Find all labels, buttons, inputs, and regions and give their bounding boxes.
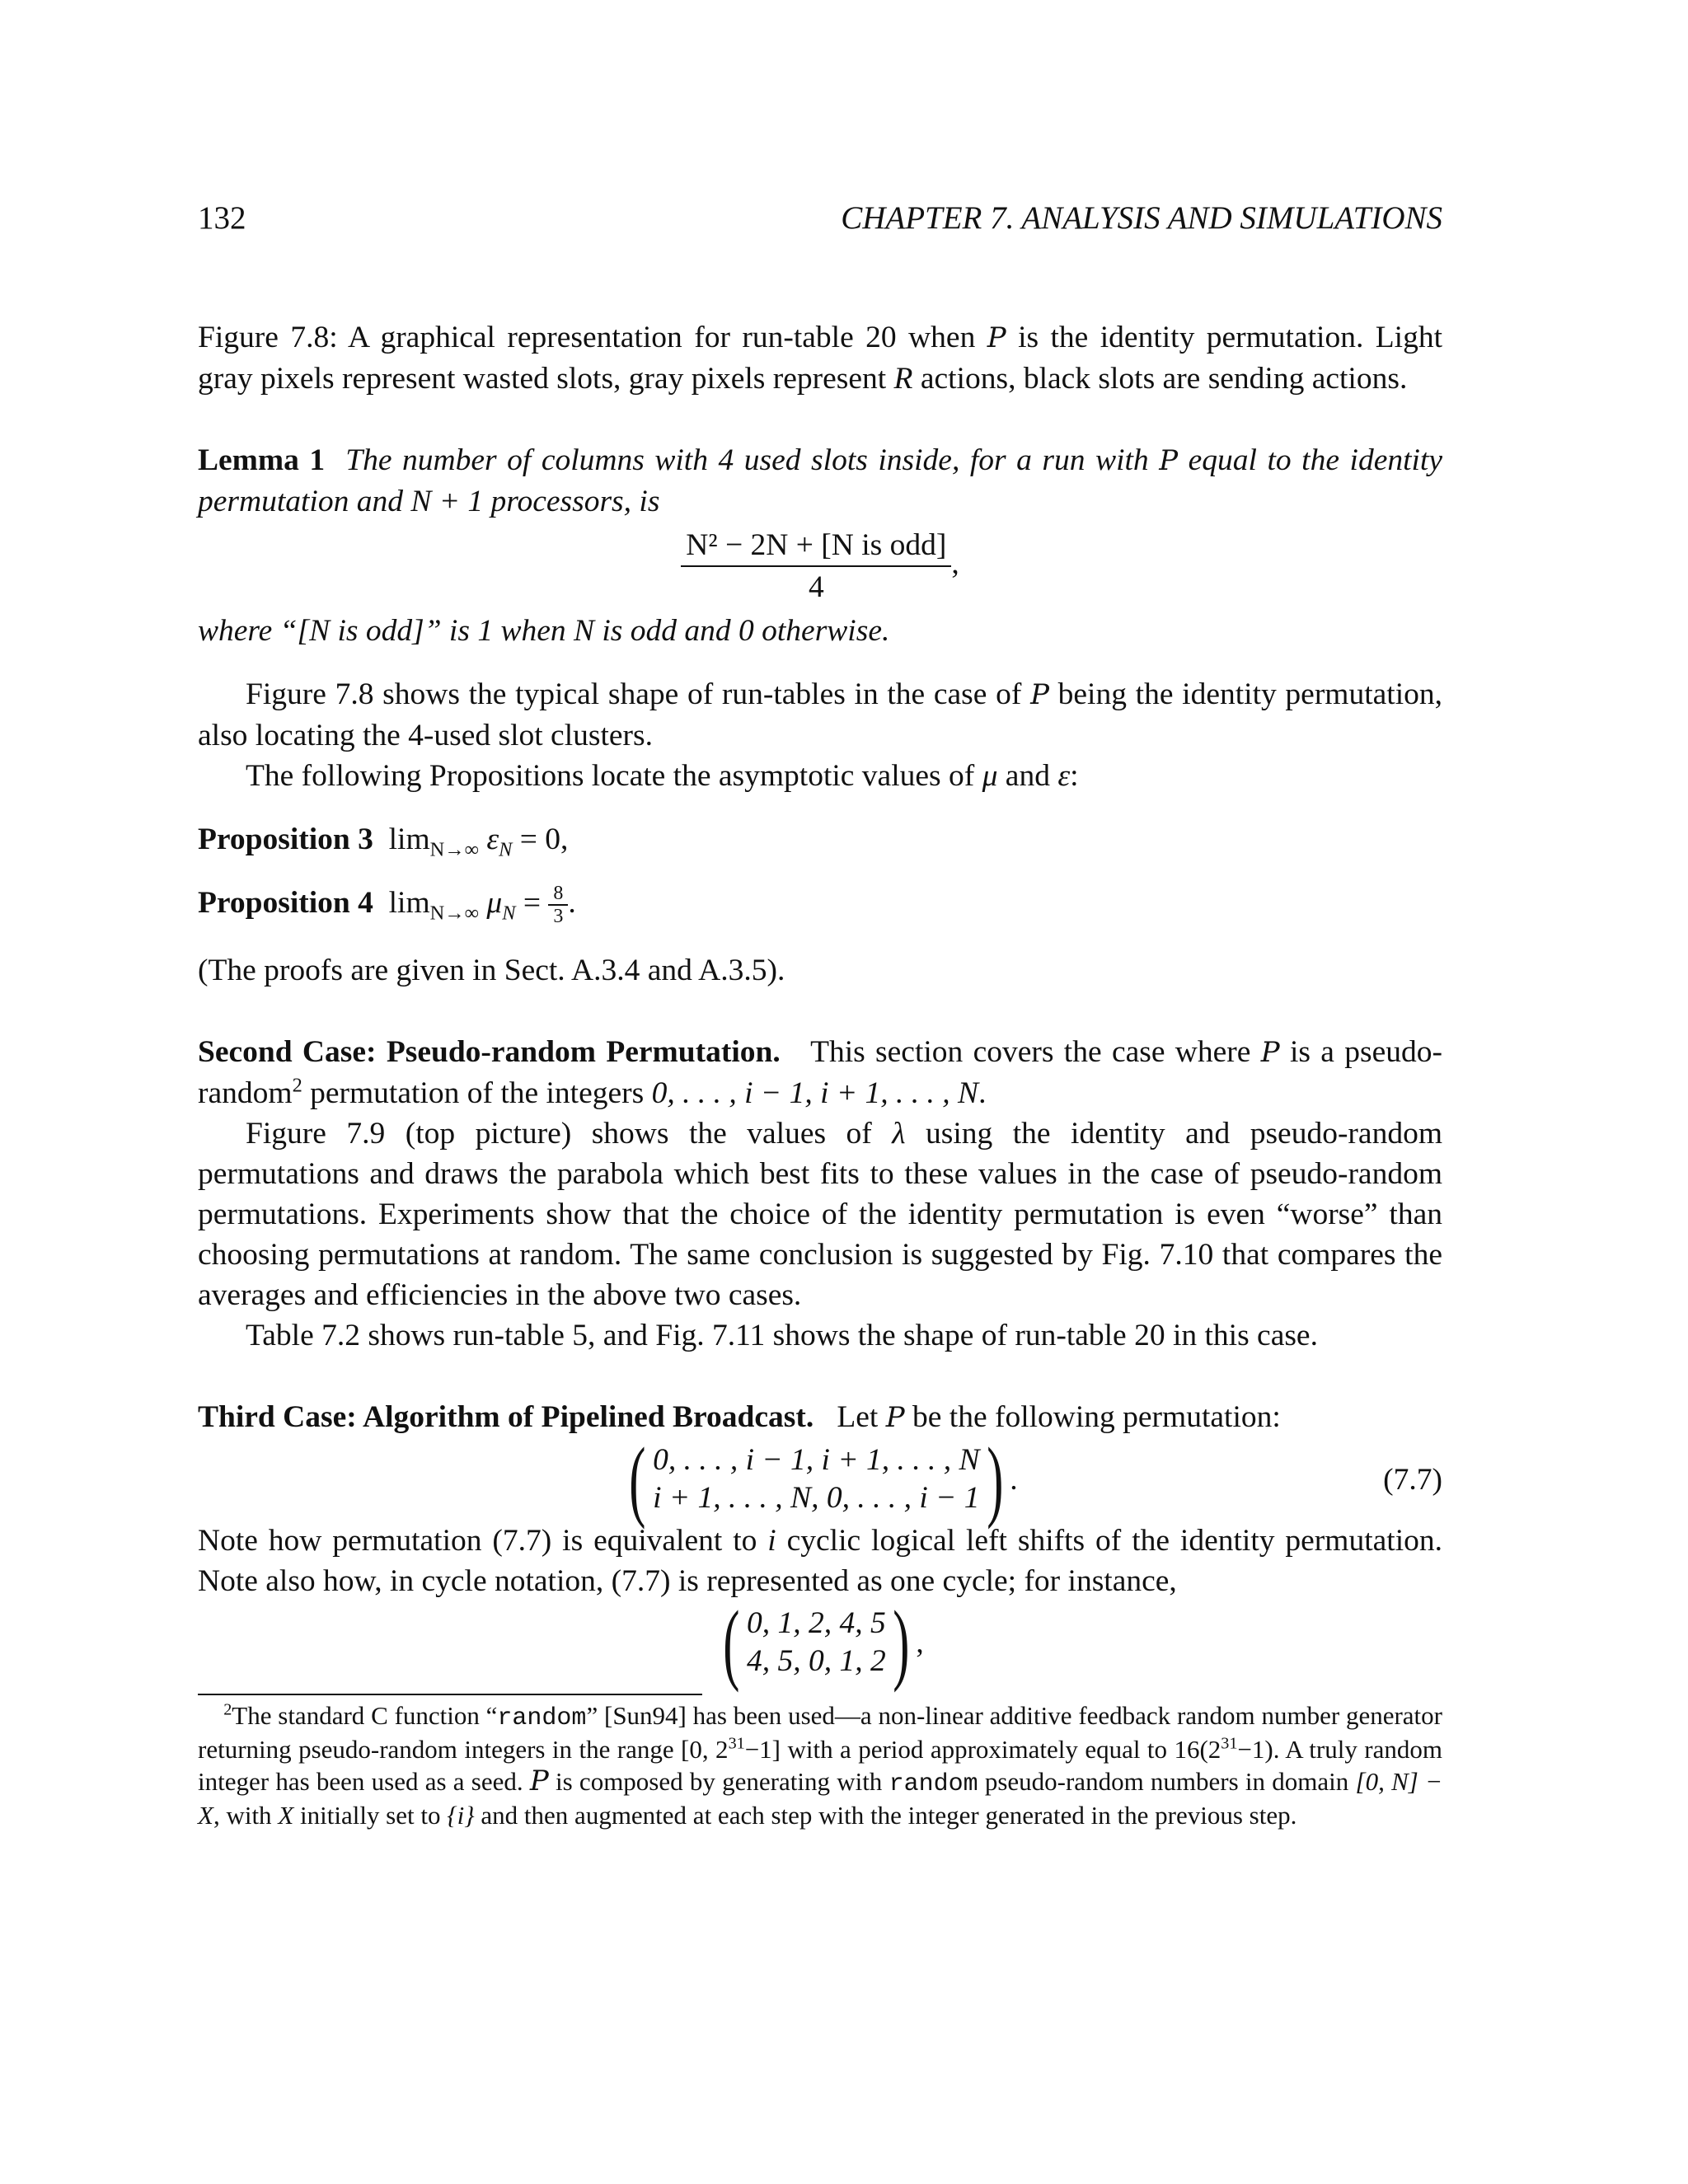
eq77-row-1: 0, . . . , i − 1, i + 1, . . . , N (653, 1443, 980, 1478)
paragraph-figure-7-8: Figure 7.8 shows the typical shape of run-tables in the case of P being the identity permutation, also locating the 4-used slot clusters. (198, 677, 1443, 752)
example-row-2: 4, 5, 0, 1, 2 (746, 1644, 886, 1679)
paragraph-propositions-intro: The following Propositions locate the asymptotic values of μ and ε: (246, 759, 1079, 793)
equation-example: ( 0, 1, 2, 4, 5 4, 5, 0, 1, 2 ) , (723, 1592, 924, 1694)
paragraph-figure-7-9: Figure 7.9 (top picture) shows the values of λ using the identity and pseudo-random permutations and draws the parabola which best fits to these values in the case of pseudo-random permutations. Experiments show that the choice of the identity permutation is even “worse” than choosing permutations at random. The same conclusion is suggested by Fig. 7.10 that compares the averages and efficiencies in the above two cases. (198, 1117, 1442, 1313)
equation-number: (7.7) (1383, 1462, 1442, 1497)
footnote: $^2$The standard C function “random” [Sun94] has been used—a non-linear additive feedback random number generator returning pseudo-random integers in the range [0, $2^{31}-1$] with a period approximately equal to $16(2^{31}-1)$. A truly random integer has been used as a seed. P is composed by generating with random pseudo-random numbers in domain [0, N] − X, with X initially set to {i} and then augmented at each step with the integer generated in the previous step. (198, 1701, 1442, 1830)
eq77-row-2: i + 1, . . . , N, 0, . . . , i − 1 (653, 1481, 980, 1516)
figure-caption: Figure 7.8: A graphical representation for run-table 20 when P is the identity permutation. Light gray pixels represent wasted slots, gray pixels represent R actions, black slots are sending actions. (198, 321, 1443, 396)
page (198, 0, 1442, 2184)
paragraph-cyclic-shifts: Note how permutation (7.7) is equivalent to i cyclic logical left shifts of the identity permutation. Note also how, in cycle notation, (7.7) is represented as one cycle; for instance, (198, 1524, 1442, 1599)
paragraph-table-7-2: Table 7.2 shows run-table 5, and Fig. 7.11 shows the shape of run-table 20 in this case. (246, 1319, 1318, 1353)
lemma-where: where “[N is odd]” is 1 when N is odd and 0 otherwise. (198, 614, 890, 648)
proposition-3: Proposition 3 $\lim_{N\to\infty} \varepsilon_N = 0$, (198, 823, 569, 861)
lemma-1: Lemma 1 The number of columns with 4 used slots inside, for a run with P equal to the identity permutation and N + 1 processors, is (198, 443, 1442, 518)
footnote-mark: 2 (292, 1074, 302, 1097)
chapter-title: CHAPTER 7. ANALYSIS AND SIMULATIONS (841, 200, 1442, 236)
lemma-fraction-denominator: 4 (808, 570, 824, 604)
page-number: 132 (198, 200, 246, 236)
equation-7-7: ( 0, . . . , i − 1, i + 1, . . . , N i + 1, . . . , N, 0, . . . , i − 1 ) . (7.7) (629, 1429, 1442, 1530)
lemma-fraction-numerator: N² − 2N + [N is odd] (681, 525, 951, 567)
proofs-note: (The proofs are given in Sect. A.3.4 and A.3.5). (198, 954, 785, 988)
proposition-4: Proposition 4 $\lim_{N\to\infty} \mu_N$ = $\frac{8}{3}$ . (198, 883, 576, 928)
page-header (198, 199, 1442, 241)
footnote-rule (198, 1694, 702, 1695)
example-row-1: 0, 1, 2, 4, 5 (746, 1606, 886, 1641)
page-body (198, 317, 1442, 1831)
third-case-paragraph: Third Case: Algorithm of Pipelined Broadcast. Let P be the following permutation: (198, 1400, 1281, 1435)
lemma-formula: $\frac{\text{N² − 2N + [N is odd]}}{4}$ , (198, 525, 1442, 607)
second-case-paragraph: Second Case: Pseudo-random Permutation. This section covers the case where P is a pseudo-random$^2$ permutation of the integers 0, . . . , i − 1, i + 1, . . . , N. (198, 1035, 1442, 1111)
